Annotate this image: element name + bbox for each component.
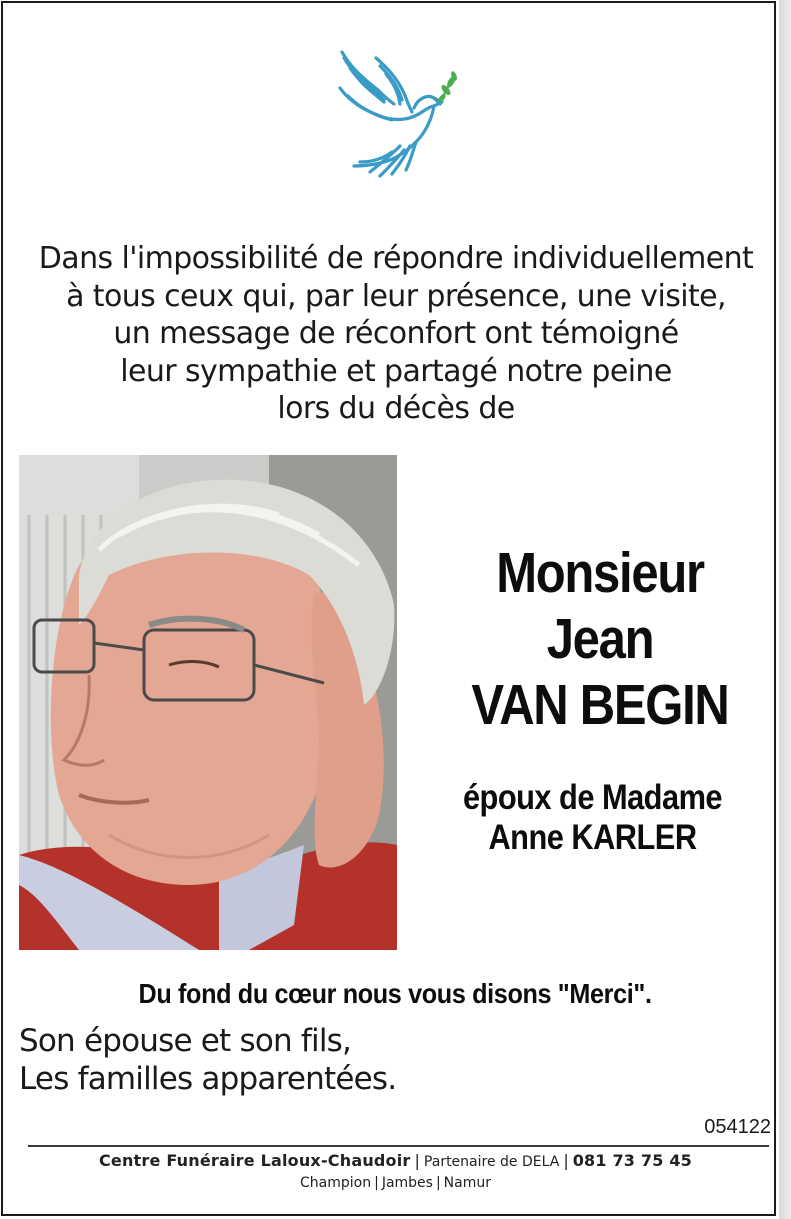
deceased-name [415, 540, 785, 738]
footer-location: Champion [300, 1175, 372, 1191]
deceased-title: Monsieur [496, 541, 704, 605]
deceased-first-name: Jean [546, 607, 654, 671]
signature-line-1: Son épouse et son fils, [19, 1023, 352, 1059]
spouse-line-2: Anne KARLER [488, 818, 697, 857]
intro-line-5: lors du décès de [277, 391, 515, 426]
footer-company: Centre Funéraire Laloux-Chaudoir [98, 1151, 411, 1170]
deceased-last-name: VAN BEGIN [471, 673, 729, 737]
dove-icon [330, 46, 458, 178]
spouse-line-1: époux de Madame [462, 778, 723, 817]
intro-line-1: Dans l'impossibilité de répondre individuellement [38, 241, 754, 276]
footer-separator: | [374, 1175, 379, 1191]
thanks-text: Du fond du cœur nous vous disons "Merci". [138, 978, 653, 1009]
thanks-message [0, 978, 791, 1010]
footer-location: Namur [443, 1175, 491, 1191]
intro-line-2: à tous ceux qui, par leur présence, une visite, [66, 278, 726, 314]
portrait-photo [19, 455, 397, 950]
footer-locations [0, 1175, 791, 1191]
signature-line-2: Les familles apparentées. [19, 1061, 397, 1097]
intro-line-4: leur sympathie et partagé notre peine [120, 353, 672, 389]
footer-separator: | [414, 1151, 420, 1170]
footer-partner: Partenaire de DELA [423, 1154, 560, 1170]
spouse-block [405, 778, 780, 858]
footer-separator: | [435, 1175, 441, 1191]
intro-line-3: un message de réconfort ont témoigné [113, 316, 679, 351]
reference-number: 054122 [704, 1116, 771, 1138]
footer-separator: | [563, 1151, 569, 1170]
footer-company-line [0, 1151, 791, 1170]
footer-phone: 081 73 75 45 [572, 1151, 693, 1170]
signature-block [19, 1022, 396, 1098]
footer-divider [28, 1145, 769, 1147]
intro-text [10, 240, 782, 428]
footer-location: Jambes [381, 1175, 433, 1191]
